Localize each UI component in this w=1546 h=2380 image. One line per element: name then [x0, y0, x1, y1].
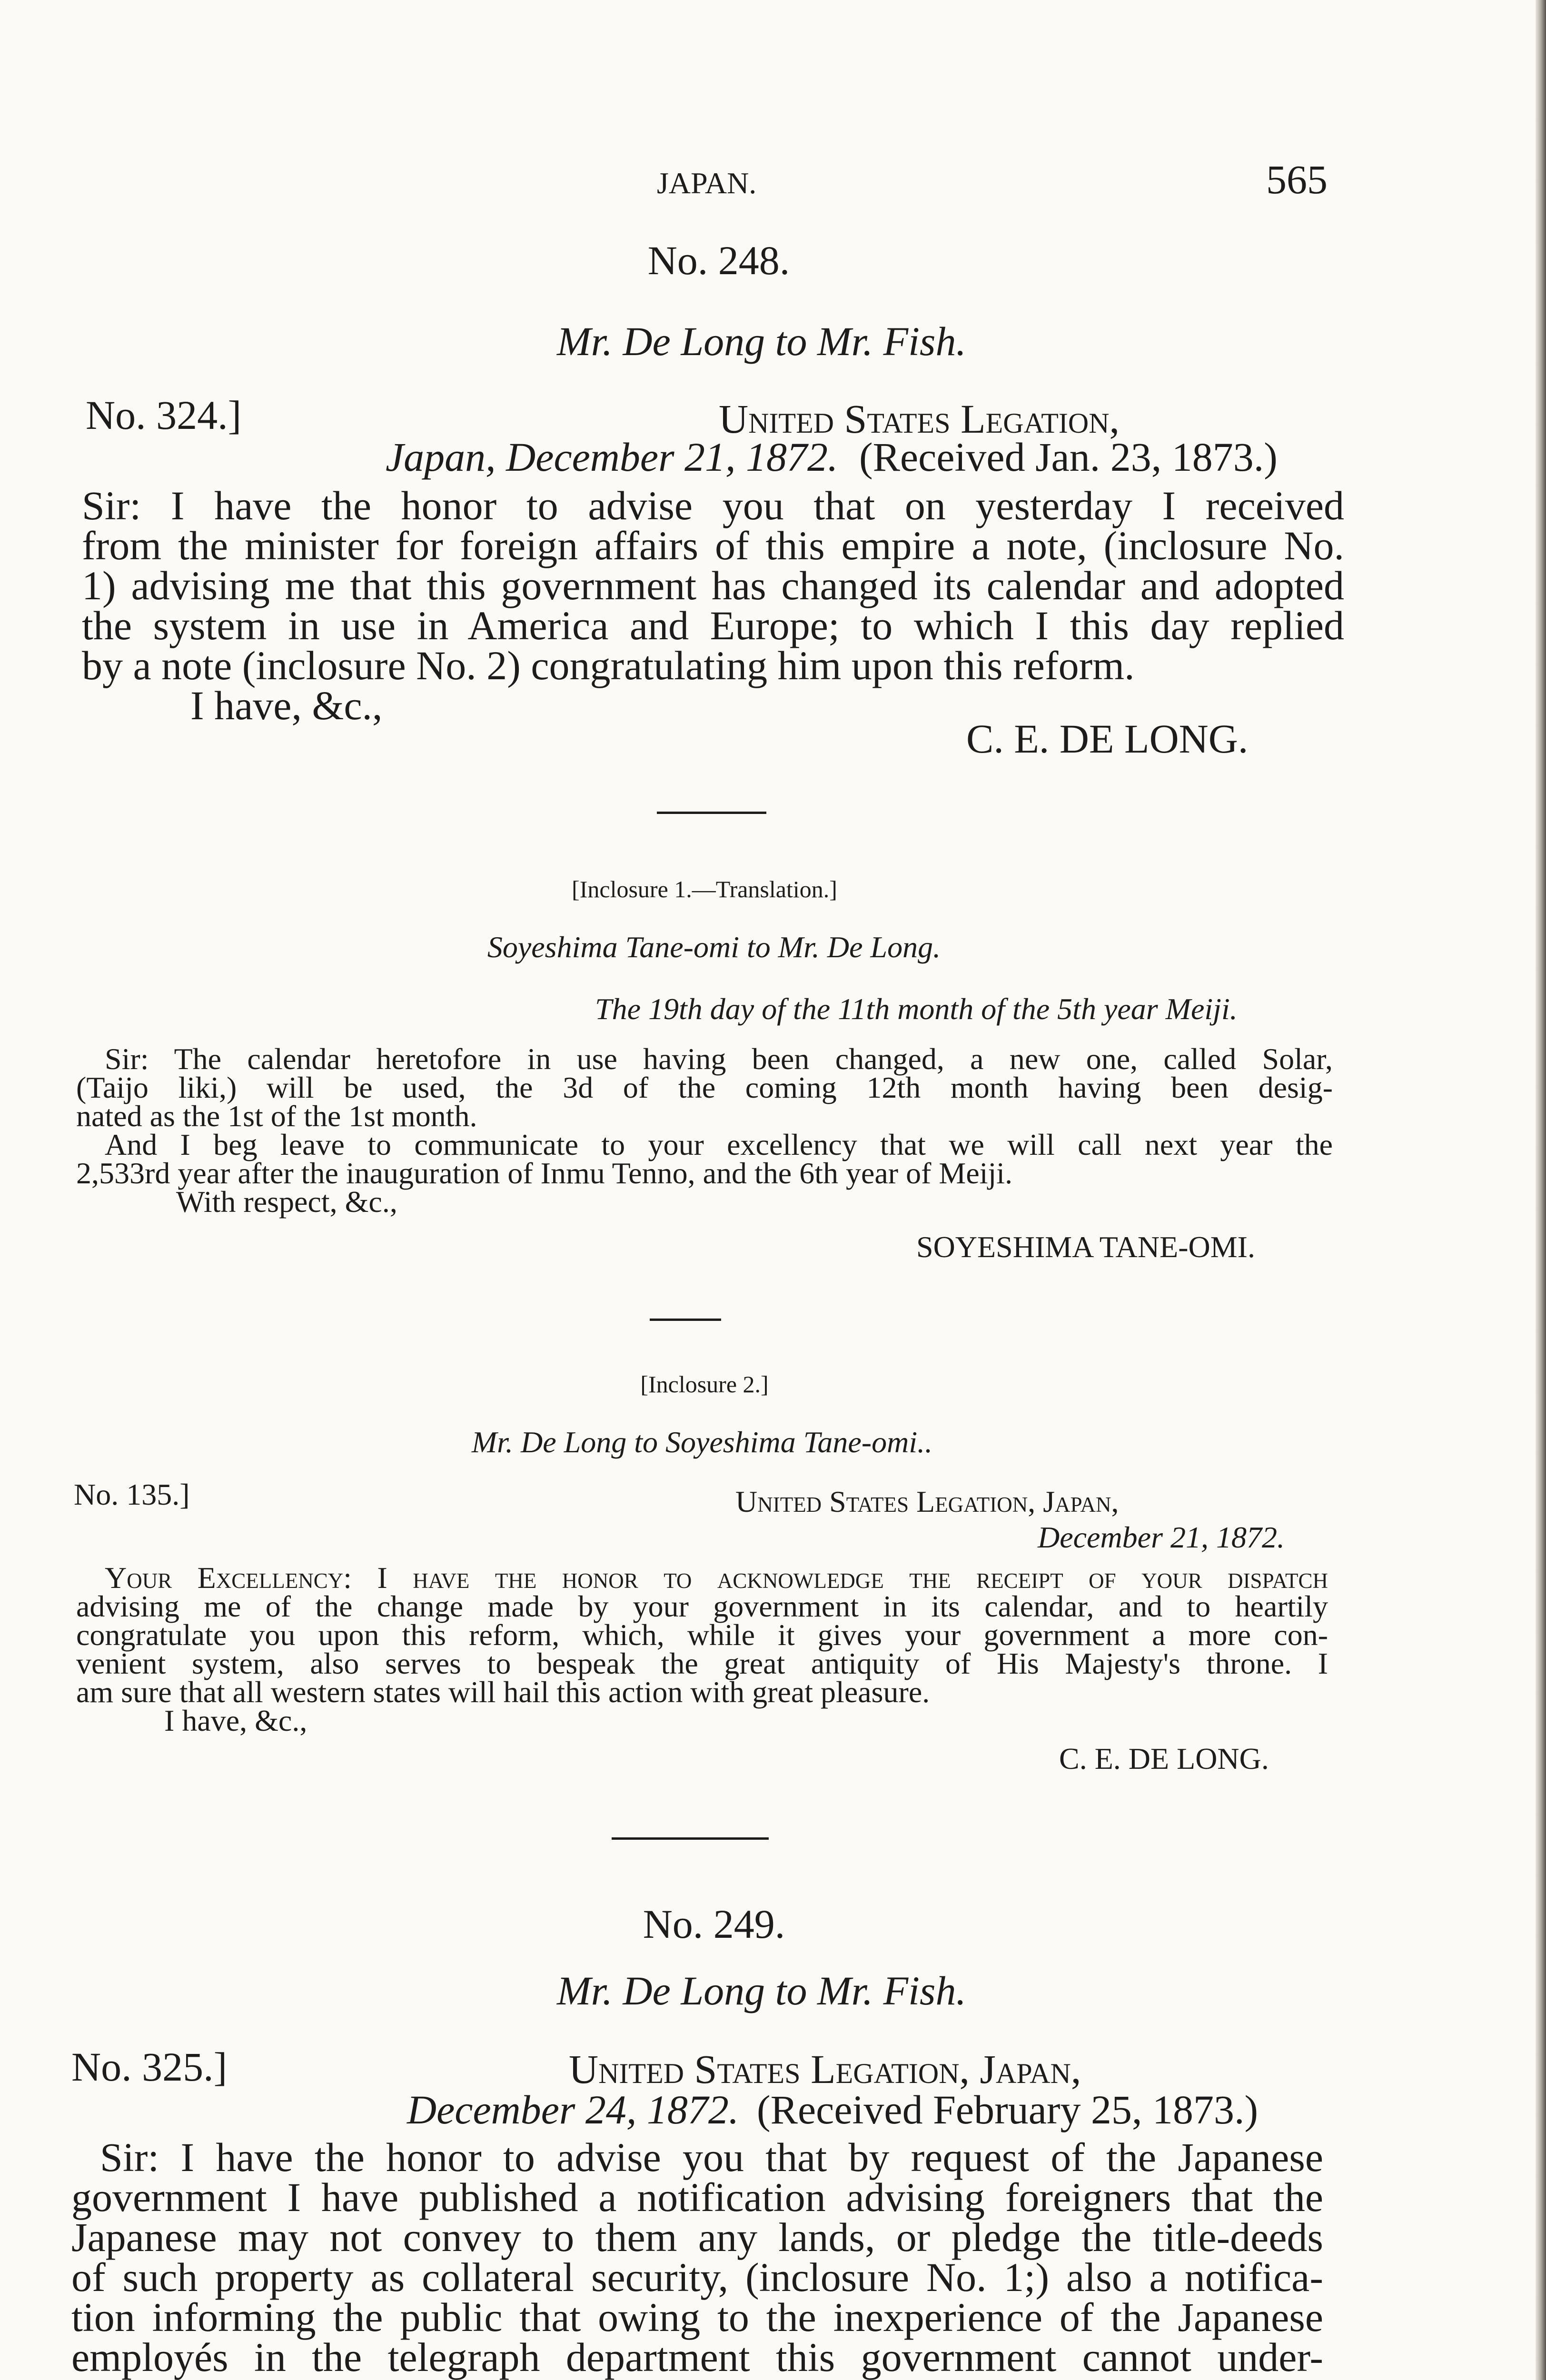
- body-line: of such property as collateral security, (inclosure No. 1;) also a notifica-: [71, 2254, 1323, 2300]
- body-line: Sir: I have the honor to advise you that by request of the Japanese: [100, 2134, 1323, 2180]
- legation-address: United States Legation, Japan,: [569, 2046, 1081, 2092]
- section-divider: [657, 812, 766, 814]
- body-line: nated as the 1st of the 1st month.: [76, 1099, 477, 1133]
- body-line: Sir: The calendar heretofore in use having been changed, a new one, called Solar,: [105, 1042, 1333, 1076]
- body-line: employés in the telegraph department this government cannot under-: [71, 2334, 1323, 2380]
- document-number: No. 248.: [647, 238, 790, 283]
- body-line: venient system, also serves to bespeak the great antiquity of His Majesty's throne. I: [76, 1646, 1328, 1680]
- page-edge-shadow: [1536, 0, 1546, 2380]
- body-line: Sir: I have the honor to advise you that on yesterday I received: [82, 483, 1344, 528]
- dispatch-body: [71, 2134, 1323, 2380]
- body-line: Your Excellency: I have the honor to acknowledge the receipt of your dispatch: [105, 1561, 1328, 1595]
- page-number: 565: [1266, 157, 1328, 202]
- dispatch-number: No. 135.]: [74, 1478, 190, 1511]
- legation-address: United States Legation,: [719, 396, 1120, 442]
- signature: C. E. DE LONG.: [1059, 1742, 1269, 1775]
- dispatch-date: Japan, December 21, 1872.: [386, 434, 838, 480]
- body-line: from the minister for foreign affairs of this empire a note, (inclosure No.: [82, 523, 1344, 568]
- inclosure-date: The 19th day of the 11th month of the 5th year Meiji.: [595, 992, 1238, 1026]
- inclosure-heading: Soyeshima Tane-omi to Mr. De Long.: [487, 930, 941, 964]
- body-line: 1) advising me that this government has changed its calendar and adopted: [82, 563, 1344, 608]
- received-date: (Received Jan. 23, 1873.): [859, 434, 1278, 480]
- received-date: (Received February 25, 1873.): [757, 2087, 1259, 2132]
- inclosure-label: [Inclosure 1.—Translation.]: [572, 876, 837, 902]
- dispatch-date: December 24, 1872.: [407, 2087, 739, 2132]
- section-divider: [650, 1319, 721, 1321]
- body-line: advising me of the change made by your government in its calendar, and to heartily: [76, 1589, 1328, 1623]
- body-line: And I beg leave to communicate to your excellency that we will call next year the: [105, 1128, 1333, 1161]
- inclosure-body: [76, 1561, 1328, 1709]
- body-line: congratulate you upon this reform, which, while it gives your government a more con-: [76, 1618, 1328, 1652]
- legation-address: United States Legation, Japan,: [735, 1485, 1119, 1518]
- body-line: the system in use in America and Europe; to which I this day replied: [82, 603, 1344, 648]
- dispatch-number: No. 325.]: [71, 2044, 228, 2090]
- running-title: JAPAN.: [657, 166, 757, 200]
- document-heading: Mr. De Long to Mr. Fish.: [556, 318, 967, 364]
- document-heading: Mr. De Long to Mr. Fish.: [556, 1968, 967, 2013]
- signature: C. E. DE LONG.: [966, 716, 1249, 762]
- body-line: tion informing the public that owing to the inexperience of the Japanese: [71, 2294, 1323, 2340]
- body-line: am sure that all western states will hail this action with great pleasure.: [76, 1675, 930, 1709]
- body-line: 2,533rd year after the inauguration of Inmu Tenno, and the 6th year of Meiji.: [76, 1156, 1013, 1190]
- dispatch-number: No. 324.]: [86, 392, 242, 438]
- document-number: No. 249.: [643, 1901, 785, 1947]
- section-divider: [612, 1837, 769, 1840]
- closing: I have, &c.,: [190, 683, 383, 728]
- inclosure-label: [Inclosure 2.]: [640, 1371, 769, 1398]
- signature: SOYESHIMA TANE-OMI.: [916, 1230, 1255, 1264]
- inclosure-heading: Mr. De Long to Soyeshima Tane-omi..: [471, 1425, 933, 1459]
- inclosure-body: [76, 1042, 1333, 1190]
- body-line: government I have published a notification advising foreigners that the: [71, 2174, 1323, 2220]
- dispatch-date: December 21, 1872.: [1038, 1520, 1285, 1554]
- closing: I have, &c.,: [164, 1704, 307, 1737]
- body-line: (Taijo liki,) will be used, the 3d of the coming 12th month having been desig-: [76, 1071, 1333, 1104]
- dispatch-body: [82, 483, 1344, 688]
- closing: With respect, &c.,: [176, 1185, 397, 1219]
- body-line: Japanese may not convey to them any lands, or pledge the title-deeds: [71, 2214, 1323, 2260]
- body-line: by a note (inclosure No. 2) congratulating him upon this reform.: [82, 643, 1135, 688]
